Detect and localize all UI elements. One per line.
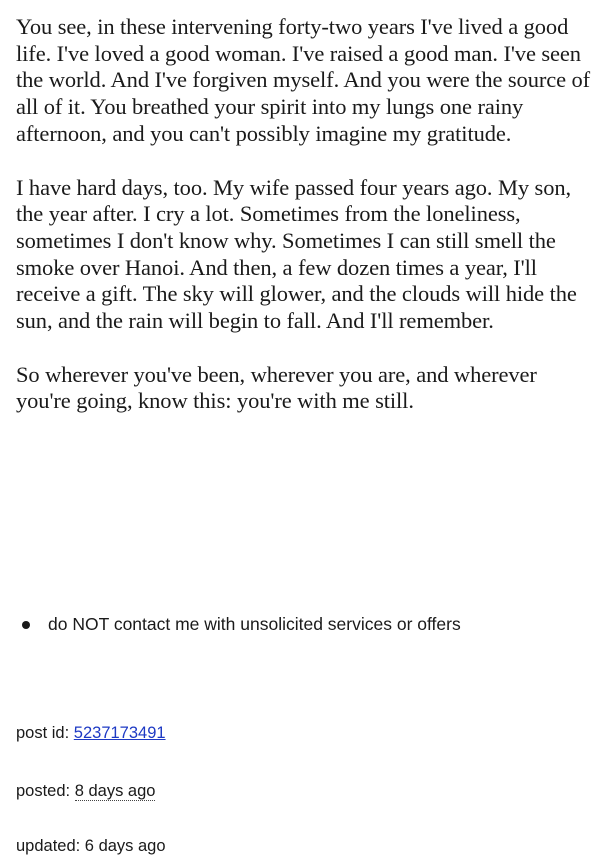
posted-info — [16, 780, 155, 802]
post-id-info — [16, 722, 166, 744]
posted-timeago: 8 days ago — [74, 782, 156, 800]
posted-label: posted: — [16, 782, 75, 800]
posting-body — [16, 14, 592, 442]
notices-list — [0, 612, 600, 636]
body-paragraph: You see, in these intervening forty-two years I've lived a good life. I've loved a good woman. I've raised a good man. I've seen the world. And I've forgiven myself. And you were the source of all of it. You breathed your spirit into my lungs one rainy afternoon, and you can't possibly imagine my gratitude. — [16, 14, 591, 146]
post-id-label: post id: — [16, 724, 74, 742]
notice-text: do NOT contact me with unsolicited services or offers — [48, 614, 461, 634]
bullet-icon — [22, 621, 30, 629]
notice-item — [0, 612, 600, 636]
body-paragraph: I have hard days, too. My wife passed four years ago. My son, the year after. I cry a lot. Sometimes from the loneliness, sometimes I don't know why. Sometimes I can still smell the smoke over Hanoi. And then, a few dozen times a year, I'll receive a gift. The sky will glower, and the clouds will hide the sun, and the rain will begin to fall. And I'll remember. — [16, 174, 577, 334]
updated-info: updated: 6 days ago — [16, 837, 166, 855]
post-id-link[interactable]: 5237173491 — [73, 724, 166, 742]
body-paragraph: So wherever you've been, wherever you are, and wherever you're going, know this: you're with me still. — [16, 361, 537, 414]
